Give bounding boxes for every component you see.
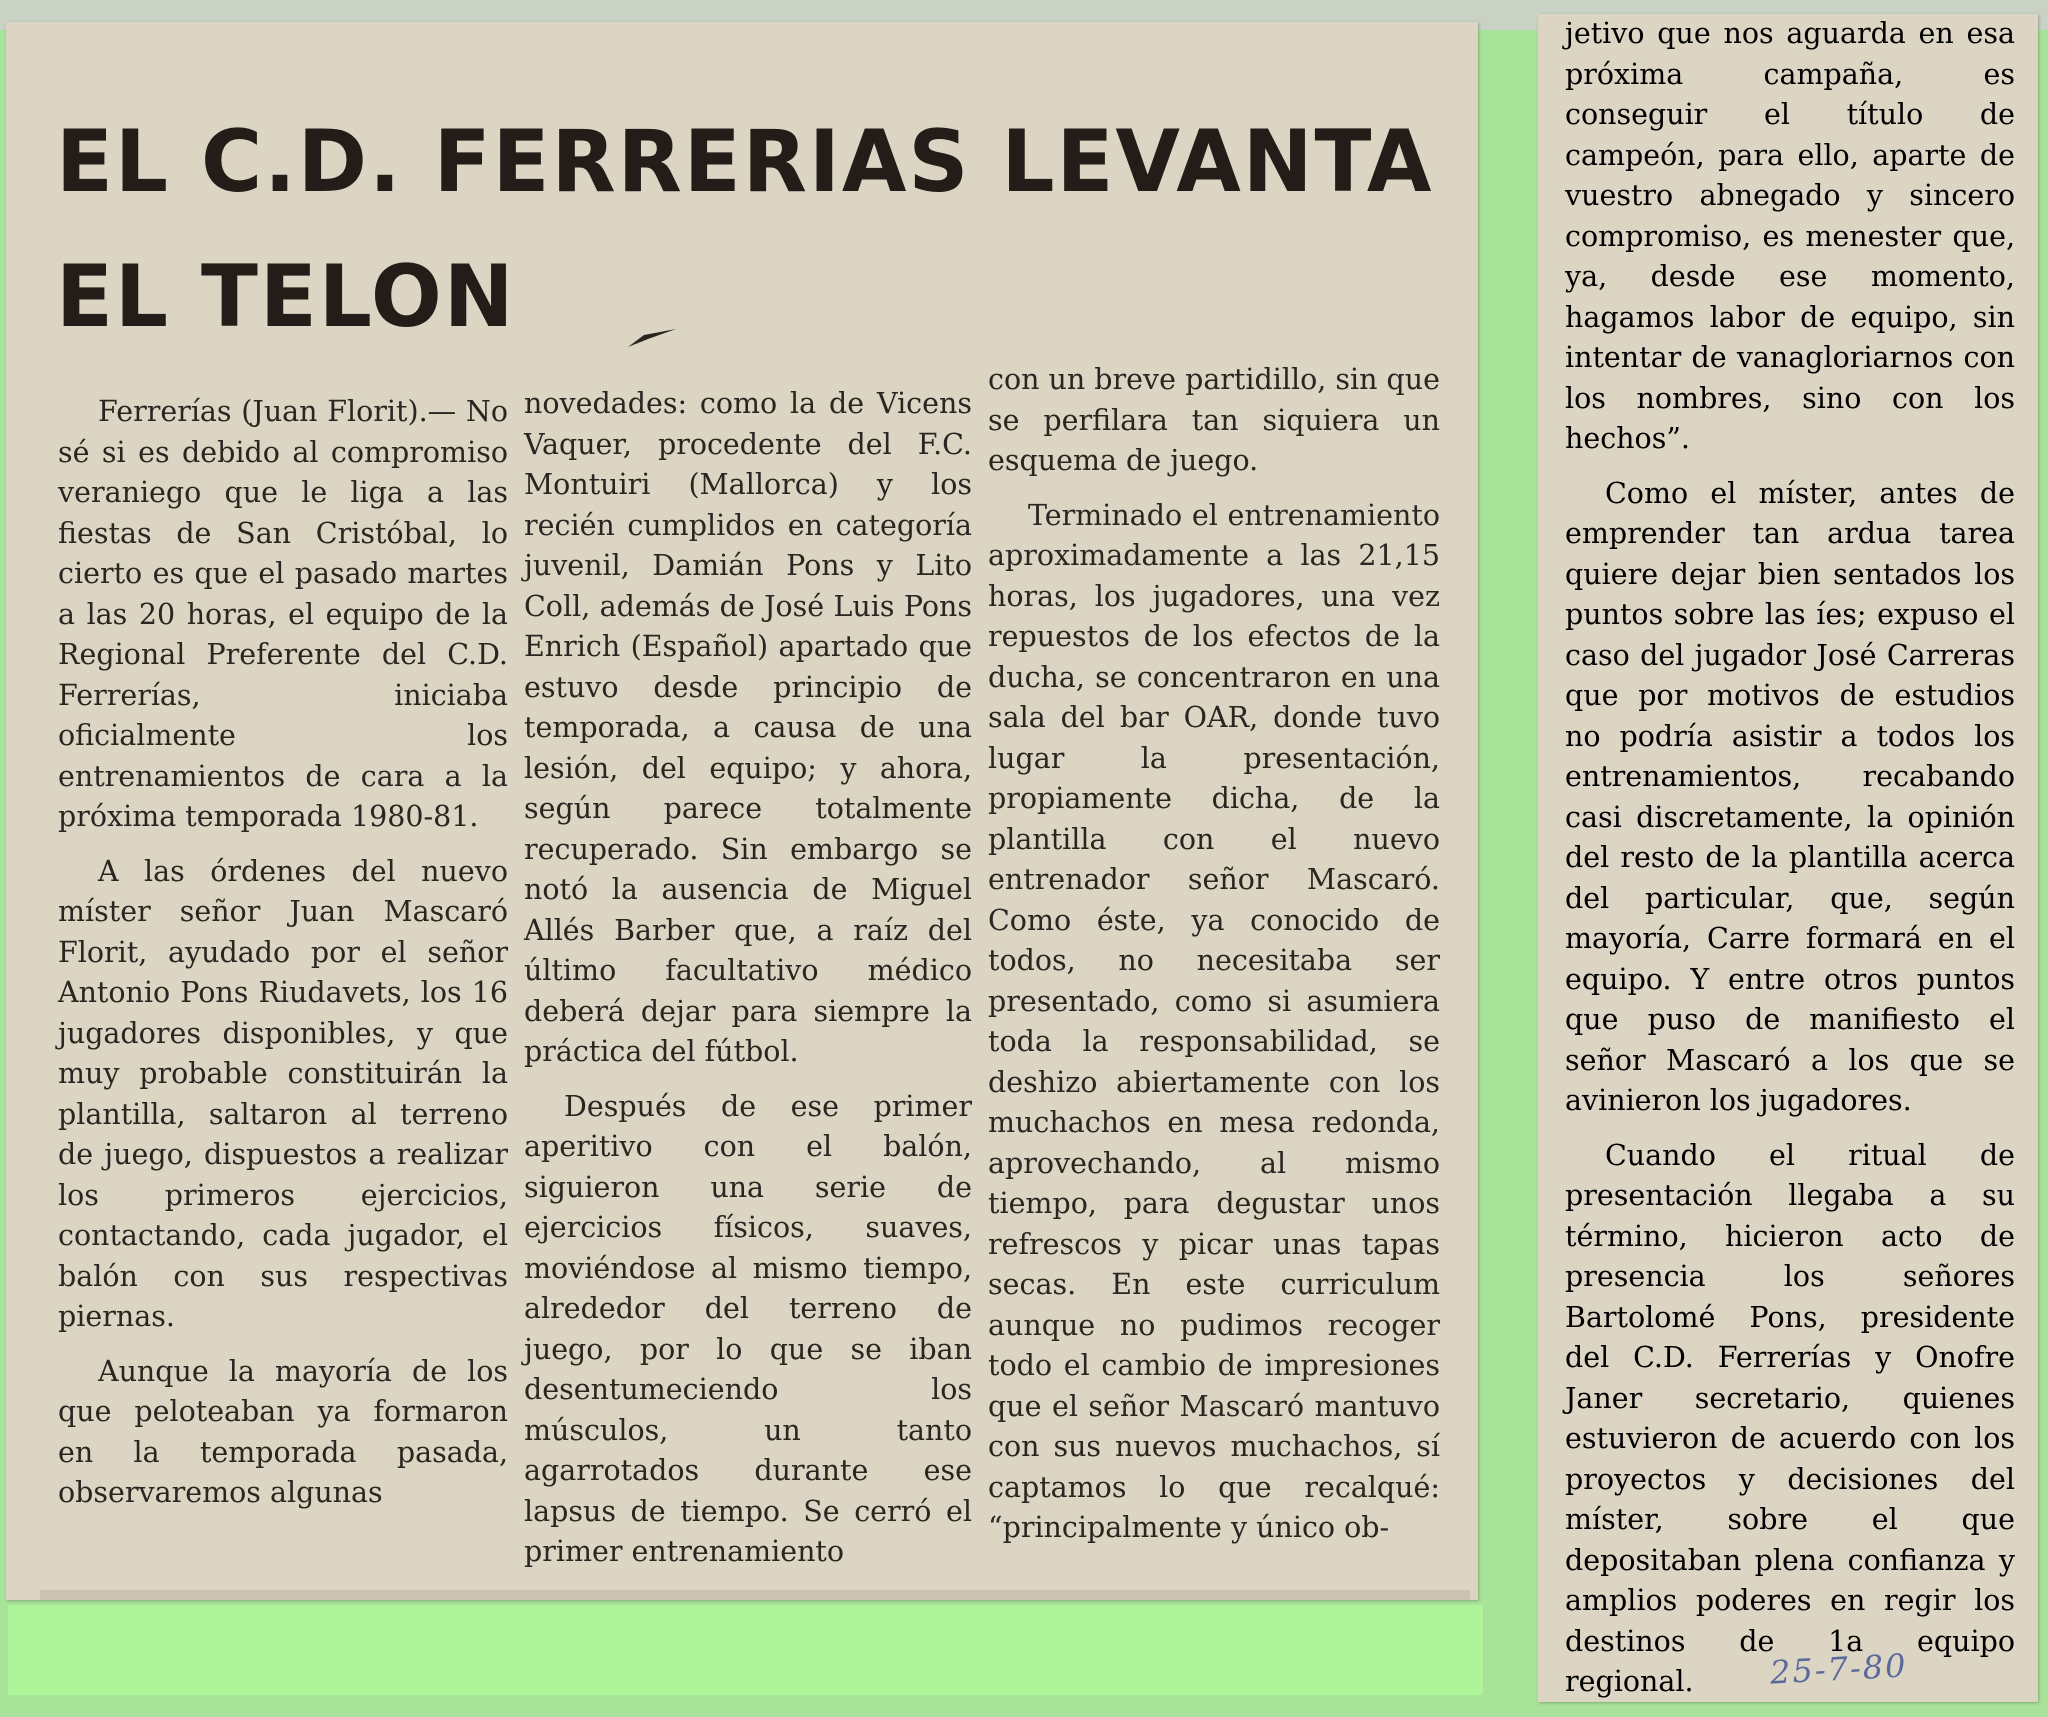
handwritten-date: 25-7-80 — [1769, 1646, 1909, 1692]
paragraph: Como el míster, antes de emprender tan ardua tarea quiere dejar bien sentados los puntos sobre las íes; expuso el caso del jugador José Carreras que por motivos de estudios no podría asistir a todos los entrenamientos, recabando casi discretamente, la opinión del resto de la plantilla acerca del particular, que, según mayoría, Carre formará en el equipo. Y entre otros puntos que puso de manifiesto el señor Mascaró a los que se avinieron los jugadores. — [1565, 476, 2015, 1117]
article-column-2 — [524, 384, 972, 1587]
headline-line-2: EL TELON — [56, 247, 516, 347]
paragraph: jetivo que nos aguarda en esa próxima campaña, es conseguir el título de campeón, para ello, aparte de vuestro abnegado y sincero compromiso, es menester que, ya, desde ese momento, hagamos labor de equipo, sin intentar de vanagloriarnos con los nombres, sino con los hechos”. — [1565, 17, 2015, 455]
article-column-1 — [58, 392, 508, 1528]
paragraph: Terminado el entrenamiento aproximadamente a las 21,15 horas, los jugadores, una vez repuestos de los efectos de la ducha, se concentraron en una sala del bar OAR, donde tuvo lugar la presentación, propiamente dicha, de la plantilla con el nuevo entrenador señor Mascaró. Como éste, ya conocido de todos, no necesitaba ser presentado, como si asumiera toda la responsabilidad, se deshizo abiertamente con los muchachos en mesa redonda, aprovechando, al mismo tiempo, para degustar unos refrescos y picar unas tapas secas. En este curriculum aunque no pudimos recoger todo el cambio de impresiones que el señor Mascaró mantuvo con sus nuevos muchachos, sí captamos lo que recalqué: “principalmente y único ob- — [988, 498, 1440, 1544]
article-column-3 — [988, 360, 1440, 1563]
paragraph: Aunque la mayoría de los que peloteaban ya formaron en la temporada pasada, observaremos algunas — [58, 1354, 508, 1509]
ink-mark — [626, 327, 678, 349]
paragraph: A las órdenes del nuevo míster señor Juan Mascaró Florit, ayudado por el señor Antonio Pons Riudavets, los 16 jugadores disponibles, y que muy probable constituirán la plantilla, saltaron al terreno de juego, dispuestos a realizar los primeros ejercicios, contactando, cada jugador, el balón con sus respectivas piernas. — [58, 854, 508, 1333]
paragraph: novedades: como la de Vicens Vaquer, procedente del F.C. Montuiri (Mallorca) y los recién cumplidos en categoría juvenil, Damián Pons y Lito Coll, además de José Luis Pons Enrich (Español) apartado que estuvo desde principio de temporada, a causa de una lesión, del equipo; y ahora, según parece totalmente recuperado. Sin embargo se notó la ausencia de Miguel Allés Barber que, a raíz del último facultativo médico deberá dejar para siempre la práctica del fútbol. — [524, 387, 972, 1068]
newspaper-clipping-main — [6, 22, 1478, 1600]
paragraph: Ferrerías (Juan Florit).— No sé si es debido al compromiso veraniego que le liga a las fiestas de San Cristóbal, lo cierto es que el pasado martes a las 20 horas, el equipo de la Regional Preferente del C.D. Ferrerías, iniciaba oficialmente los entrenamientos de cara a la próxima temporada 1980-81. — [58, 395, 508, 833]
article-column-4 — [1565, 14, 2015, 1717]
paragraph: con un breve partidillo, sin que se perfilara tan siquiera un esquema de juego. — [988, 363, 1440, 477]
paragraph: Después de ese primer aperitivo con el balón, siguieron una serie de ejercicios físicos, suaves, moviéndose al mismo tiempo, alrededor del terreno de juego, por lo que se iban desentumeciendo los músculos, un tanto agarrotados durante ese lapsus de tiempo. Se cerró el primer entrenamiento — [524, 1089, 972, 1568]
clipping-bottom-strip — [40, 1590, 1470, 1600]
headline-line-1: EL C.D. FERRERIAS LEVANTA — [56, 112, 1434, 212]
green-backing-band — [8, 1605, 1483, 1695]
paragraph: Cuando el ritual de presentación llegaba a su término, hicieron acto de presencia los señores Bartolomé Pons, presidente del C.D. Ferrerías y Onofre Janer secretario, quienes estuvieron de acuerdo con los proyectos y decisiones del míster, sobre el que depositaban plena confianza y amplios poderes en regir los destinos de 1a equipo regional. — [1565, 1138, 2015, 1698]
